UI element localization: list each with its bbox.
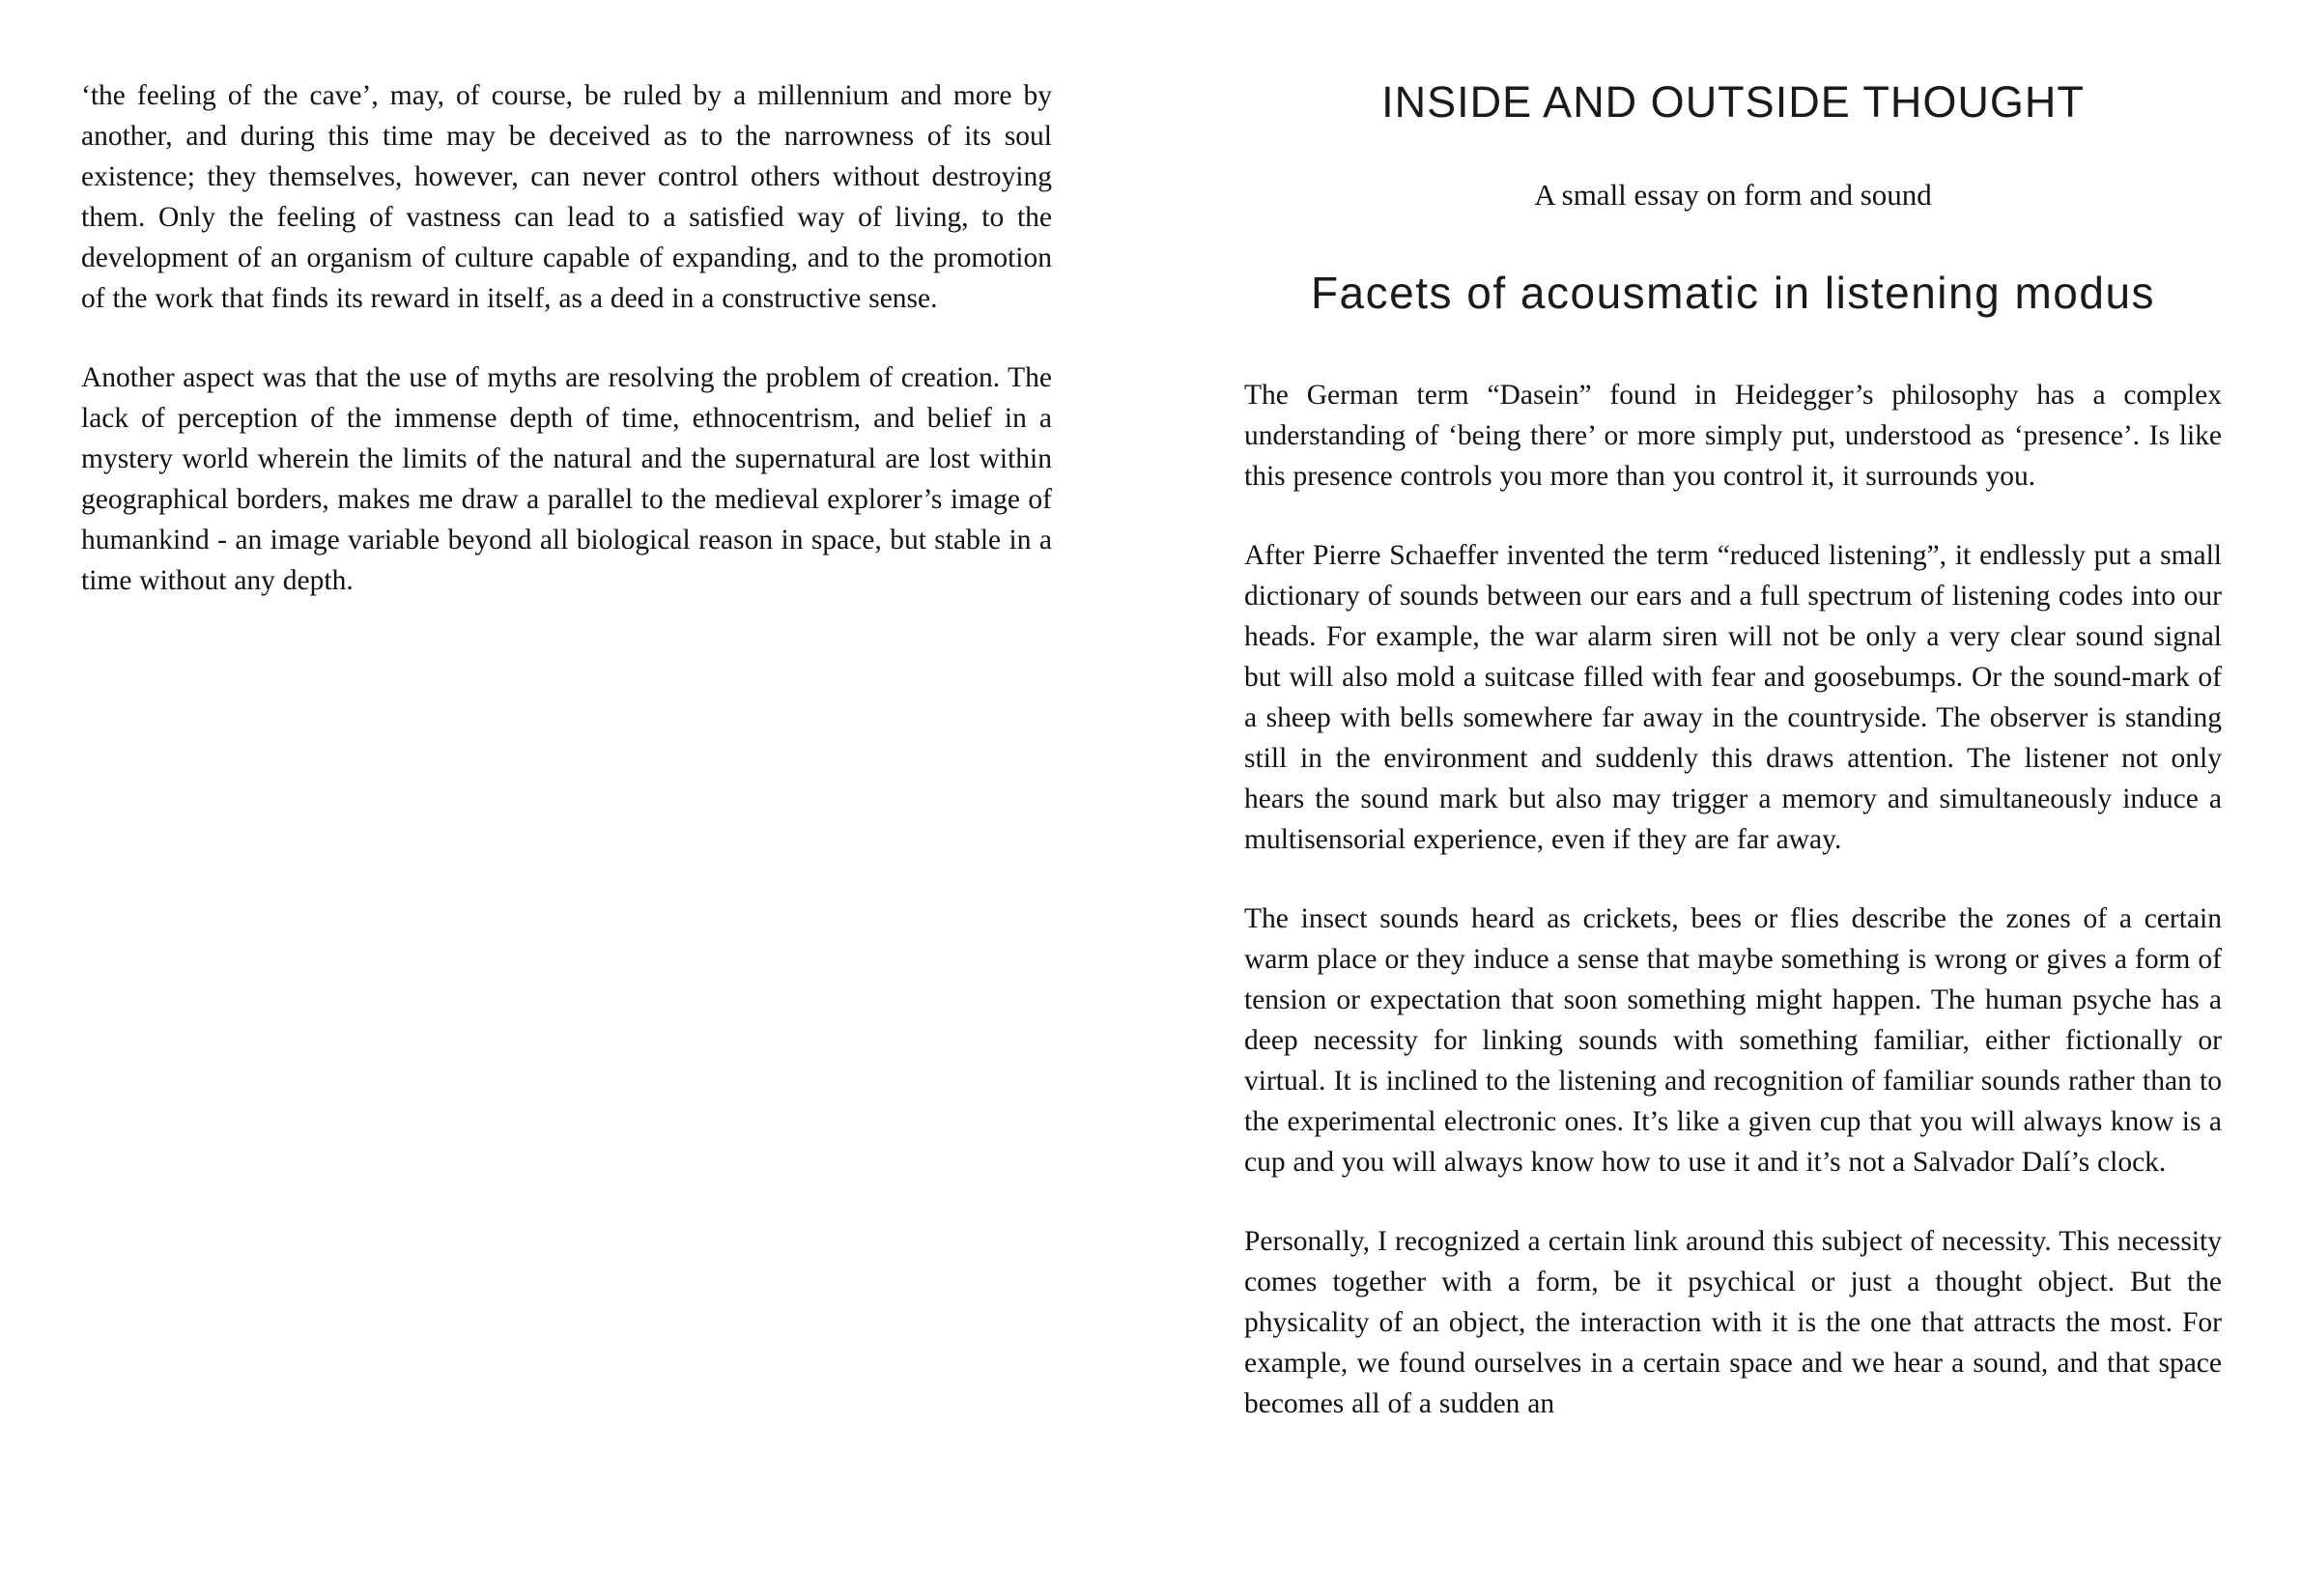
page-subtitle: A small essay on form and sound	[1534, 178, 1932, 212]
right-paragraph-3: The insect sounds heard as crickets, bees or flies describe the zones of a certain warm place or they induce a sense that maybe something is wrong or gives a form of tension or expectation that soon something might happen. The human psyche has a deep necessity for linking sounds with something familiar, either fictionally or virtual. It is inclined to the listening and recognition of familiar sounds rather than to the experimental electronic ones. It’s like a given cup that you will always know is a cup and you will always know how to use it and it’s not a Salvador Dalí’s clock.	[1244, 903, 2222, 1178]
right-paragraph-1: The German term “Dasein” found in Heidegger’s philosophy has a complex understanding of ‘being there’ or more simply put, understood as ‘presence’. Is like this presence controls you more than you control it, it surrounds you.	[1244, 380, 2222, 492]
page-title: INSIDE AND OUTSIDE THOUGHT	[1381, 77, 2085, 127]
left-page	[81, 0, 1052, 640]
right-paragraph-4: Personally, I recognized a certain link around this subject of necessity. This necessity comes together with a form, be it psychical or just a thought object. But the physicality of an object, the interaction with it is the one that attracts the most. For example, we found ourselves in a certain space and we hear a sound, and that space becomes all of a sudden an	[1244, 1226, 2222, 1419]
left-paragraph-1: ‘the feeling of the cave’, may, of course, be ruled by a millennium and more by another, and during this time may be deceived as to the narrowness of its soul existence; they themselves, however, can never control others without destroying them. Only the feeling of vastness can lead to a satisfied way of living, to the development of an organism of culture capable of expanding, and to the promotion of the work that finds its reward in itself, as a deed in a constructive sense.	[81, 80, 1052, 314]
section-heading: Facets of acousmatic in listening modus	[1310, 268, 2156, 318]
right-paragraph-2: After Pierre Schaeffer invented the term “reduced listening”, it endlessly put a small dictionary of sounds between our ears and a full spectrum of listening codes into our heads. For example, the war alarm siren will not be only a very clear sound signal but will also mold a suitcase filled with fear and goosebumps. Or the sound-mark of a sheep with bells somewhere far away in the countryside. The observer is standing still in the environment and suddenly this draws attention. The listener not only hears the sound mark but also may trigger a memory and simultaneously induce a multisensorial experience, even if they are far away.	[1244, 540, 2222, 855]
left-paragraph-2: Another aspect was that the use of myths are resolving the problem of creation. The lack of perception of the immense depth of time, ethnocentrism, and belief in a mystery world wherein the limits of the natural and the supernatural are lost within geographical borders, makes me draw a parallel to the medieval explorer’s image of humankind - an image variable beyond all biological reason in space, but stable in a time without any depth.	[81, 362, 1052, 596]
right-page	[1244, 0, 2222, 1463]
